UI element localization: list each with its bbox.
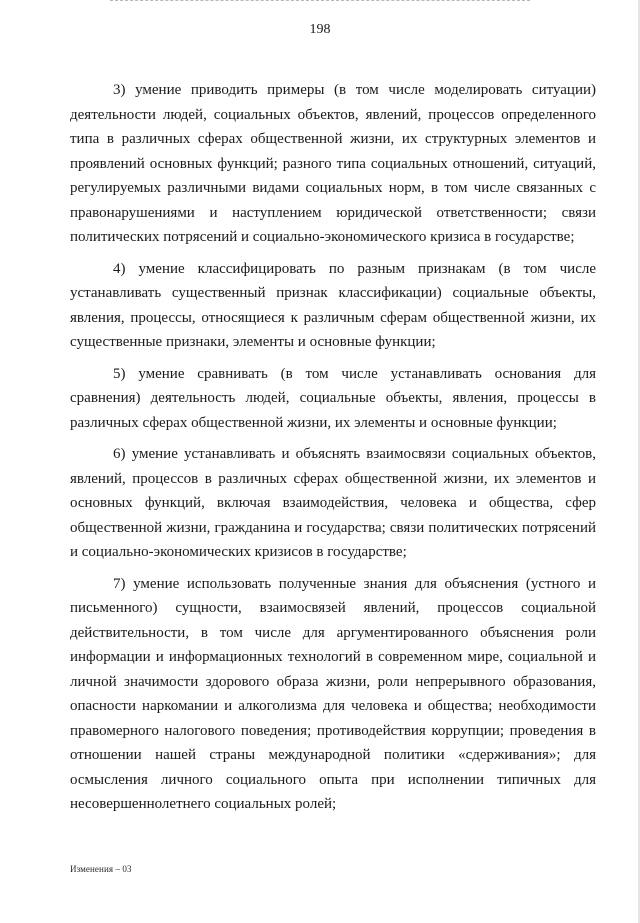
paragraph-item-3: 3) умение приводить примеры (в том числе моделировать ситуации) деятельности людей, социальных объектов, явлений, процессов определенного типа в различных сферах общественной жизни, их структурных элементов и проявлений основных функций; разного типа социальных отношений, ситуаций, регулируемых различными видами социальных норм, в том числе связанных с правонарушениями и наступлением юридической ответственности; связи политических потрясений и социально-экономического кризиса в государстве; — [70, 82, 596, 245]
paragraph-item-4: 4) умение классифицировать по разным признакам (в том числе устанавливать существенный признак классификации) социальные объекты, явления, процессы, относящиеся к различным сферам общественной жизни, их существенные признаки, элементы и основные функции; — [70, 260, 596, 350]
paragraph-item-7: 7) умение использовать полученные знания для объяснения (устного и письменного) сущности, взаимосвязей явлений, процессов социальной действительности, в том числе для аргументированного объяснения роли информации и информационных технологий в современном мире, социальной и личной значимости здорового образа жизни, роли непрерывного образования, опасности наркомании и алкоголизма для человека и общества; необходимости правомерного налогового поведения; противодействия коррупции; проведения в отношении нашей страны международной политики «сдерживания»; для осмысления личного социального опыта при исполнении типичных для несовершеннолетнего социальных ролей; — [70, 575, 596, 812]
page-number: 198 — [309, 22, 331, 37]
paragraph-item-5: 5) умение сравнивать (в том числе устанавливать основания для сравнения) деятельность людей, социальные объекты, явления, процессы в различных сферах общественной жизни, их элементы и основные функции; — [70, 365, 596, 431]
revision-footer: Изменения – 03 — [70, 864, 132, 874]
scan-top-mark — [110, 0, 530, 4]
paragraph-item-6: 6) умение устанавливать и объяснять взаимосвязи социальных объектов, явлений, процессов в различных сферах общественной жизни, их элементов и основных функций, включая взаимодействия, человека и общества, сфер общественной жизни, гражданина и государства; связи политических потрясений и социально-экономических кризисов в государстве; — [70, 446, 596, 560]
document-body — [70, 78, 596, 817]
